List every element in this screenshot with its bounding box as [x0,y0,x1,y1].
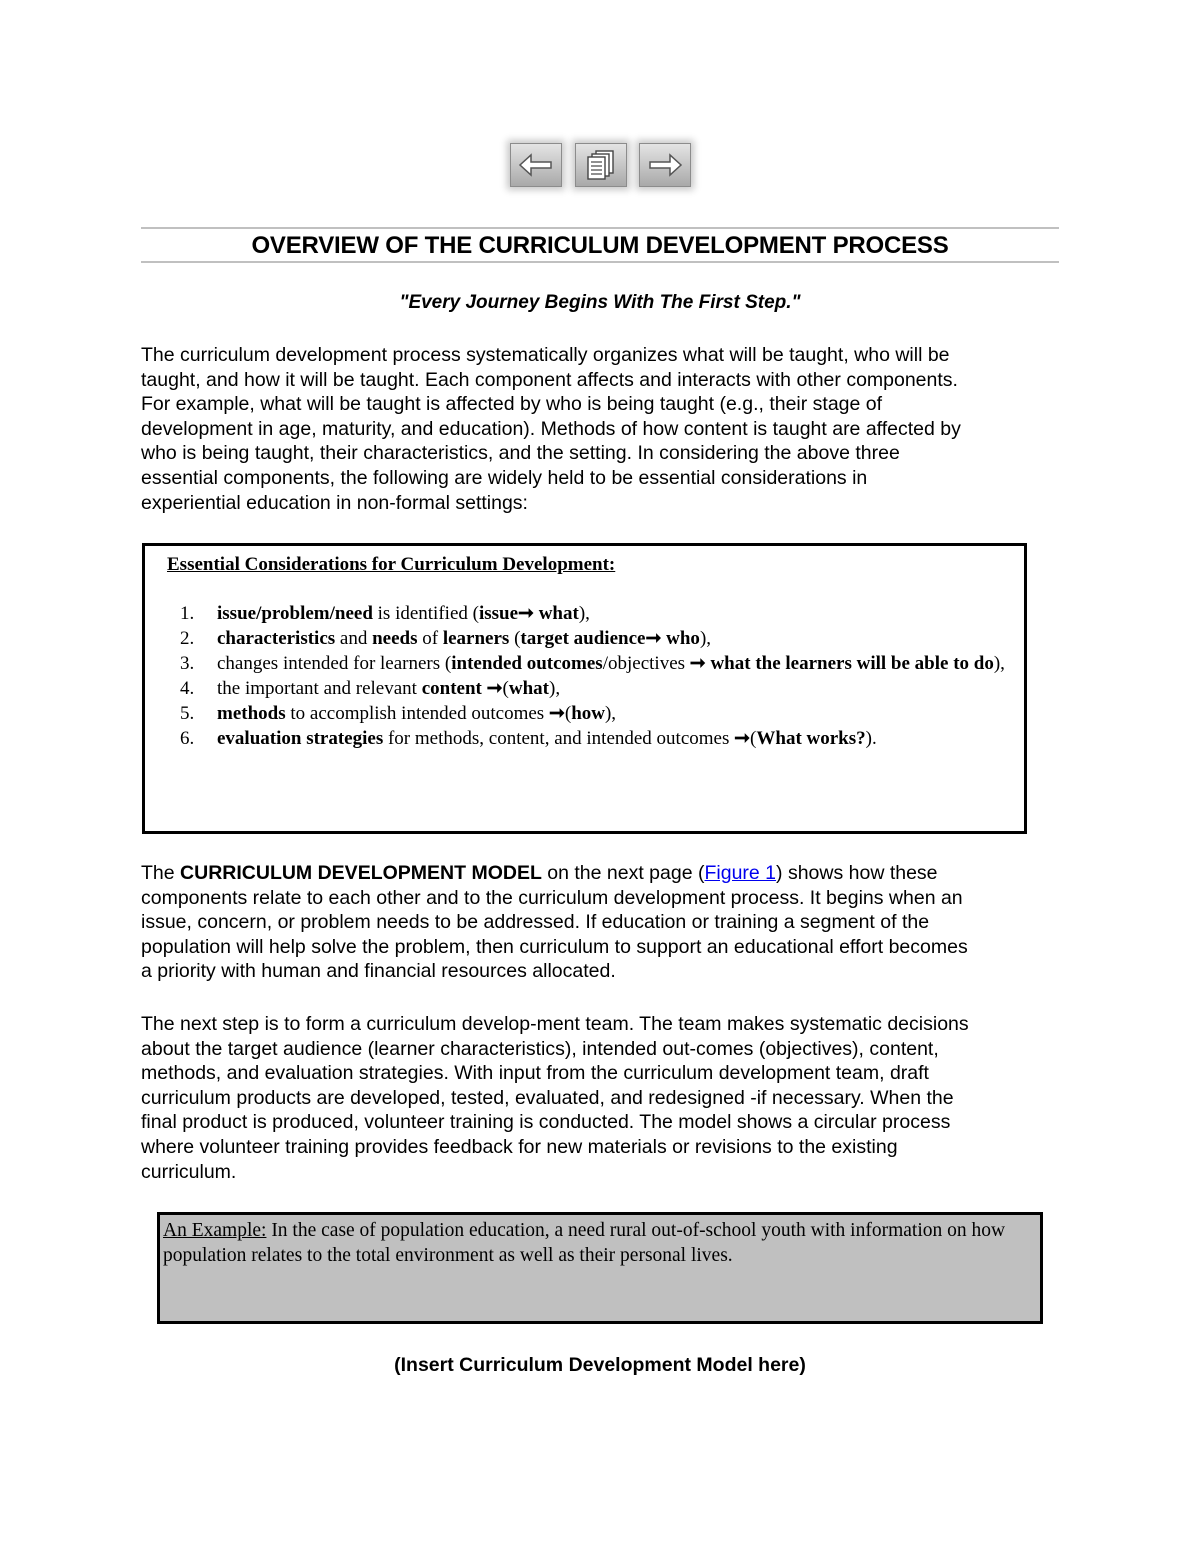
arrow-right-icon: ➞ [645,628,662,649]
list-item: 5. methods to accomplish intended outcomes ➞(how), [180,703,617,724]
list-item: 2. characteristics and needs of learners (target audience➞ who), [180,628,712,649]
previous-page-button[interactable] [510,143,562,187]
arrow-right-icon: ➞ [734,728,751,749]
list-item: 4. the important and relevant content ➞(what), [180,678,561,699]
insert-model-note: (Insert Curriculum Development Model here) [394,1354,806,1376]
intro-paragraph: The curriculum development process systematically organizes what will be taught, who will be taught, and how it will be taught. Each component affects and interacts with other components. For example, what will be taught is affected by who is being taught (e.g., their stage of development in age, maturity, and education). Methods of how content is taught are affected by who is being taught, their characteristics, and the setting. In considering the above three essential components, the following are widely held to be essential considerations in experiential education in non-formal settings: [141,344,961,514]
list-item: 6. evaluation strategies for methods, content, and intended outcomes ➞(What works?). [180,728,877,749]
quote: "Every Journey Begins With The First Step." [399,292,801,313]
model-paragraph: The CURRICULUM DEVELOPMENT MODEL on the next page (Figure 1) shows how these components relate to each other and to the curriculum development process. It begins when an issue, concern, or problem needs to be addressed. If education or training a segment of the population will help solve the problem, then curriculum to support an educational effort becomes a priority with human and financial resources allocated. [141,862,968,983]
figure-1-link[interactable]: Figure 1 [704,862,777,884]
list-item: 3. changes intended for learners (intended outcomes/objectives ➞ what the learners will be able to do), [180,653,1005,674]
next-page-button[interactable] [639,143,691,187]
arrow-right-icon: ➞ [518,603,534,624]
arrow-left-icon [518,152,554,178]
title-rule-bottom [141,261,1059,263]
example-label: An Example: [163,1220,267,1241]
considerations-list [145,601,1025,751]
list-item: 1. issue/problem/need is identified (issue➞ what), [180,603,590,624]
arrow-right-icon: ➞ [548,703,565,724]
pages-icon [586,149,616,181]
considerations-heading: Essential Considerations for Curriculum Development: [167,554,616,575]
arrow-right-icon [647,152,683,178]
example-box [157,1212,1043,1324]
page-title: OVERVIEW OF THE CURRICULUM DEVELOPMENT PROCESS [251,232,949,259]
arrow-right-icon: ➞ [689,653,706,674]
contents-button[interactable] [575,143,627,187]
considerations-box [142,543,1027,834]
team-paragraph: The next step is to form a curriculum develop-ment team. The team makes systematic decisions about the target audience (learner characteristics), intended out-comes (objectives), content, methods, and evaluation strategies. With input from the curriculum development team, draft curriculum products are developed, tested, evaluated, and redesigned -if necessary. When the final product is produced, volunteer training is conducted. The model shows a circular process where volunteer training provides feedback for new materials or revisions to the existing curriculum. [141,1013,969,1183]
navigation-bar [0,143,1200,193]
example-text: In the case of population education, a need rural out-of-school youth with information on how population relates to the total environment as well as their personal lives. [163,1220,1006,1266]
arrow-right-icon: ➞ [486,678,503,699]
title-rule-top [141,227,1059,229]
